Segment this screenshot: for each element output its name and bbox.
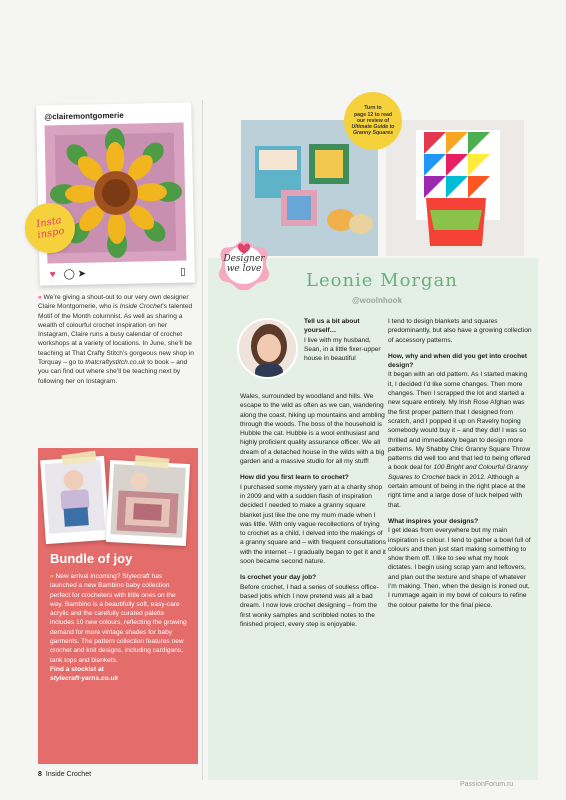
shoutout-paragraph <box>38 293 198 386</box>
bundle-body: New arrival incoming? Stylecraft has launched a new Bambino baby collection perfect for crocheters with little ones on the way. Bambino is a beautifully soft, easy-care acrylic and the carefully curated palette includes 10 new colours, reflecting the growing demand for more vintage shades for baby garments. The pattern collection features new crochet and knit designs, including cardigans, tank tops and blankets. <box>50 573 187 664</box>
website-link[interactable]: thatcraftystitch.co.uk <box>85 359 146 367</box>
comment-icon[interactable]: ◯ <box>63 268 75 281</box>
book-title: Ultimate Guide to Granny Squares <box>351 124 395 137</box>
bundle-paragraph <box>50 572 190 684</box>
designer-badge-text <box>217 254 271 274</box>
send-icon[interactable]: ➤ <box>77 268 87 280</box>
baby-cardigan-photo <box>40 456 110 544</box>
badge-line: inspo <box>36 225 66 242</box>
magazine-title: Inside Crochet <box>45 771 92 778</box>
interview-column-1 <box>240 392 386 629</box>
stockist-label: Find a stockist at <box>50 665 104 673</box>
watermark: PassionForum.ru <box>460 781 514 788</box>
arrow-icon: » <box>50 573 54 580</box>
designer-avatar <box>237 318 298 379</box>
bookmark-icon[interactable]: ▯ <box>180 266 186 278</box>
review-callout-badge <box>344 92 402 150</box>
text-run: We’re giving a shout-out to our very own designer Claire Montgomerie, who is <box>38 294 189 311</box>
page-footer <box>38 771 91 778</box>
book-title: 100 Bright and Colourful Granny Squares to Crochet <box>388 464 529 481</box>
designer-name: Leonie Morgan <box>306 270 458 291</box>
interview-question: How did you first learn to crochet? <box>240 474 349 482</box>
badge-line: our review of <box>356 117 390 124</box>
interview-answer <box>388 370 533 509</box>
interview-answer: I purchased some mystery yarn at a charity shop in 2009 and with a sudden flash of inspiration decided I needed to make a granny square blanket just like the one my mum made when I was little. With only vague recollections of trying to crochet as a child, I delved into the makings of a granny square and – with frequent consultations with the internet – I gradually began to get it and it soon became second nature. <box>240 483 386 566</box>
interview-answer: I live with my husband, Sean, in a little fixer-upper house in beautiful <box>304 336 381 363</box>
heart-icon[interactable]: ♥ <box>49 269 56 281</box>
column-divider <box>202 100 203 780</box>
magazine-name: Inside Crochet <box>119 303 163 311</box>
bundle-title: Bundle of joy <box>50 551 133 566</box>
text-run: ’s talented Motif of the Month columnist. As well as sharing a wealth of colourful crochet inspiration on her Instagram, Claire runs a busy calendar of crochet workshops at a variety of locations. In June, she’ll be teaching at That Crafty Stitch’s gorgeous new shop in Torquay – go to <box>38 303 194 367</box>
interview-intro <box>304 317 386 363</box>
interview-question: Tell us a bit about yourself… <box>304 318 360 335</box>
stockist-link[interactable]: stylecraft-yarns.co.uk <box>50 675 119 683</box>
interview-question: Is crochet your day job? <box>240 574 317 582</box>
badge-line: Designer <box>223 254 265 264</box>
interview-question: How, why and when did you get into crochet design? <box>388 352 527 370</box>
badge-line: page 12 to read <box>353 111 393 118</box>
instagram-handle: @clairemontgomerie <box>44 110 124 122</box>
granny-blanket-chair-photo <box>386 120 524 256</box>
interview-column-2 <box>388 317 533 610</box>
designer-handle: @woolnhook <box>352 296 403 305</box>
page-number: 8 <box>38 771 42 778</box>
badge-line: Turn to <box>364 105 382 112</box>
text-run: to book – and you can find out where she’ll be teaching next by following her on Instagram. <box>38 359 188 385</box>
text-run: It began with an old pattern. As I started making it, I decided I’d like some changes. Then more changes. Then I scrapped the lot and started a new square entirely. My Irish Rose Afghan was the first proper pattern that I designed from scratch, and I popped it up on Ravelry hoping somebody would buy it – and they did! I was so thrilled and immediately began to design more patterns. My Shabby Chic Granny Square Throw patterns did well too and that led to being offered a book deal for <box>388 371 531 472</box>
badge-line: Insta <box>35 214 63 231</box>
interview-answer: I tend to design blankets and squares predominantly, but also have a growing collection of accessory patterns. <box>388 318 532 344</box>
arrow-icon: » <box>38 294 42 301</box>
baby-blanket-photo <box>106 460 190 546</box>
interview-answer: Wales, surrounded by woodland and hills. We escape to the wild as often as we can, wandering along the coast, hiking up mountains and ambling through the woods. The boss of the household is Hubble the cat. Hubble is a wool enthusiast and highly proficient quality assurance officer. We all dream of a detached house in the wilds with a big garden and a massive studio for all my stuff! <box>240 393 385 466</box>
instagram-post-card <box>36 102 195 285</box>
interview-question: What inspires your designs? <box>388 517 479 525</box>
interview-answer: I get ideas from everywhere but my main inspiration is colour. I tend to gather a bowl full of colours and then just start making something to show them off. I like to see what my hook dictates. I begin using scrap yarn and leftovers, and plan out the texture and shape of whatever I’m making. Then, when the design is ironed out, I rummage again in my bowl of colours to refine the colour palette for the final piece. <box>388 527 531 609</box>
interview-answer: Before crochet, I had a series of soulless office-based jobs which I now pretend was all a bad dream. I now love crochet designing – from the first wonky samples and scribbled notes to the finished project, every step is enjoyable. <box>240 583 379 628</box>
text-run: back in 2012. Although a certain amount of being in the right place at the right time and a large dose of luck helped with that. <box>388 473 526 509</box>
badge-line: we love <box>226 264 262 274</box>
instagram-action-bar <box>50 267 188 282</box>
